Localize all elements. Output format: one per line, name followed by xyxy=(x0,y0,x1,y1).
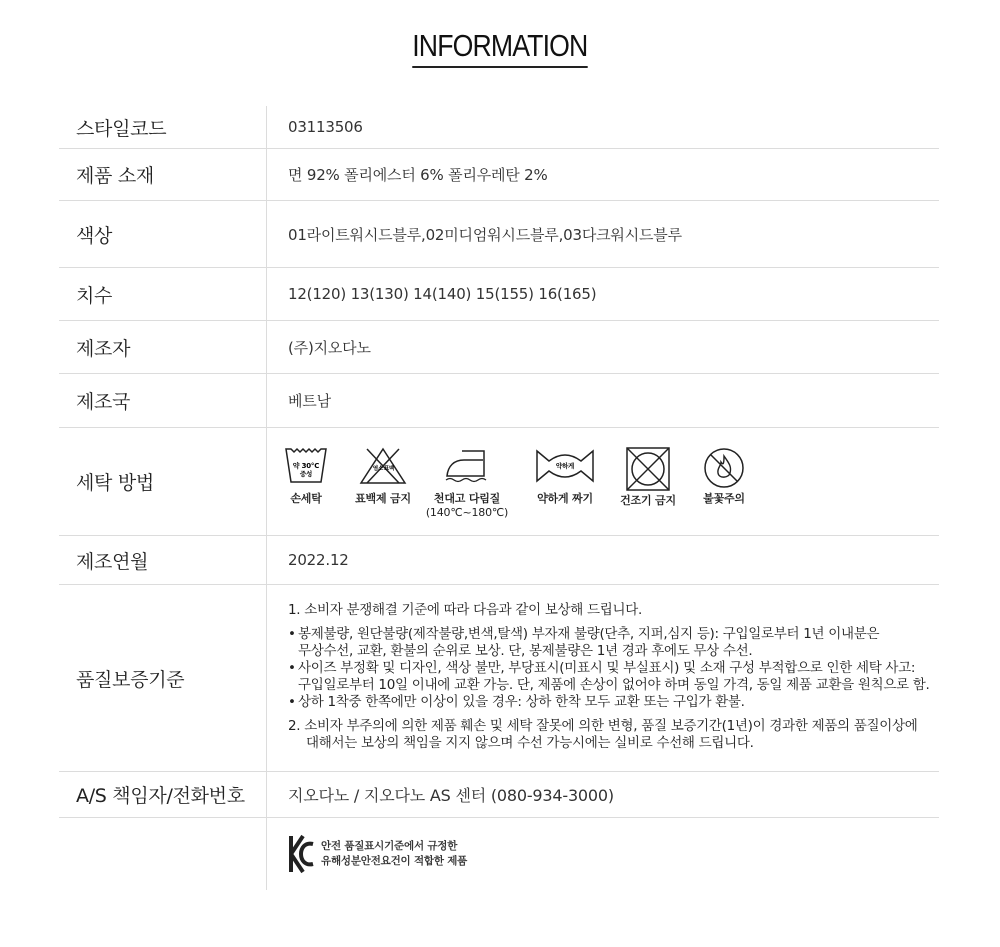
row-label: 품질보증기준 xyxy=(59,585,267,771)
row-value: (주)지오다노 xyxy=(288,338,371,357)
wash-caption: 약하게 짜기 xyxy=(537,492,593,505)
no-tumble-dry-icon xyxy=(625,446,671,492)
wash-caption-sub: (140℃~180℃) xyxy=(425,506,509,519)
info-table xyxy=(59,106,939,890)
row-quality xyxy=(59,585,939,772)
kc-certification xyxy=(267,818,939,890)
row-value: 01라이트워시드블루,02미디엄워시드블루,03다크워시드블루 xyxy=(288,225,682,244)
kc-mark-icon xyxy=(289,834,315,874)
no-bleach-icon xyxy=(358,446,408,486)
wash-inner-label: 표백 xyxy=(383,466,395,472)
row-value: 03113506 xyxy=(288,118,363,136)
no-fire-icon xyxy=(702,446,746,490)
quality-para: 2. 소비자 부주의에 의한 제품 훼손 및 세탁 잘못에 의한 변형, 품질 보증기간(1년)이 경과한 제품의 품질이상에 xyxy=(288,718,918,734)
wash-item xyxy=(353,446,413,506)
row-label: 스타일코드 xyxy=(59,106,267,148)
row-kc xyxy=(59,818,939,890)
quality-para-cont: 대해서는 보상의 책임을 지지 않으며 수선 가능시에는 실비로 수선해 드립니다. xyxy=(306,735,754,751)
wash-caption: 손세탁 xyxy=(290,492,322,505)
wash-inner-label: 중성 xyxy=(299,470,313,478)
page-title: INFORMATION xyxy=(412,28,587,68)
row-value: 2022.12 xyxy=(288,551,349,569)
quality-bullet: • 사이즈 부정확 및 디자인, 색상 불만, 부당표시(미표시 및 부실표시) 및 소재 구성 부적합으로 인한 세탁 사고: xyxy=(288,660,939,677)
wash-item xyxy=(425,446,509,519)
quality-para: 1. 소비자 분쟁해결 기준에 따라 다음과 같이 보상해 드립니다. xyxy=(288,602,642,618)
wash-item xyxy=(285,446,327,506)
iron-with-cloth-icon xyxy=(444,446,490,486)
row-value: 베트남 xyxy=(288,392,331,410)
gentle-wring-icon xyxy=(534,446,596,486)
row-color xyxy=(59,201,939,268)
row-material xyxy=(59,149,939,201)
row-label: 세탁 방법 xyxy=(59,428,267,535)
quality-bullet-cont: 구입일로부터 10일 이내에 교환 가능. 단, 제품에 손상이 없어야 하며 동일 가격, 동일 제품 교환을 원칙으로 함. xyxy=(298,677,930,693)
wash-caption: 표백제 금지 xyxy=(355,492,411,505)
row-label: 제조자 xyxy=(59,321,267,373)
row-value: 지오다노 / 지오다노 AS 센터 (080-934-3000) xyxy=(288,786,614,805)
wash-caption: 건조기 금지 xyxy=(620,494,676,507)
wash-caption: 불꽃주의 xyxy=(703,492,745,505)
row-label: A/S 책임자/전화번호 xyxy=(59,772,267,817)
quality-bullet: • 상하 1착중 한쪽에만 이상이 있을 경우: 상하 한착 모두 교환 또는 구입가 환불. xyxy=(288,694,939,711)
row-maker xyxy=(59,321,939,374)
wash-inner-label: 약 30°C xyxy=(292,462,320,470)
row-label: 제조국 xyxy=(59,374,267,427)
kc-text-line: 유해성분안전요건이 적합한 제품 xyxy=(321,855,468,867)
row-date xyxy=(59,536,939,585)
row-style-code xyxy=(59,106,939,149)
row-washing xyxy=(59,428,939,536)
washing-icons xyxy=(267,428,939,535)
hand-wash-30c-icon xyxy=(285,446,327,486)
wash-item xyxy=(529,446,601,506)
kc-text-line: 안전 품질표시기준에서 규정한 xyxy=(321,840,458,852)
wash-inner-label: 염소 xyxy=(372,466,384,472)
row-label: 제조연월 xyxy=(59,536,267,584)
row-country xyxy=(59,374,939,428)
row-value: 12(120) 13(130) 14(140) 15(155) 16(165) xyxy=(288,285,597,303)
wash-item xyxy=(694,446,754,506)
row-label: 제품 소재 xyxy=(59,149,267,200)
quality-bullet: • 봉제불량, 원단불량(제작불량,변색,탈색) 부자재 불량(단추, 지퍼,심지 등): 구입일로부터 1년 이내분은 xyxy=(288,626,939,643)
row-value: 면 92% 폴리에스터 6% 폴리우레탄 2% xyxy=(288,166,548,184)
wash-caption: 천대고 다림질 xyxy=(433,492,501,505)
row-label: 치수 xyxy=(59,268,267,320)
wash-item xyxy=(616,446,680,508)
row-size xyxy=(59,268,939,321)
row-label: 색상 xyxy=(59,201,267,267)
kc-mark-text: KC xyxy=(289,834,290,835)
row-as xyxy=(59,772,939,818)
quality-bullet-cont: 무상수선, 교환, 환불의 순위로 보상. 단, 봉제불량은 1년 경과 후에도 무상 수선. xyxy=(298,643,753,659)
wash-inner-label: 약하게 xyxy=(555,462,575,470)
quality-text xyxy=(267,585,939,771)
